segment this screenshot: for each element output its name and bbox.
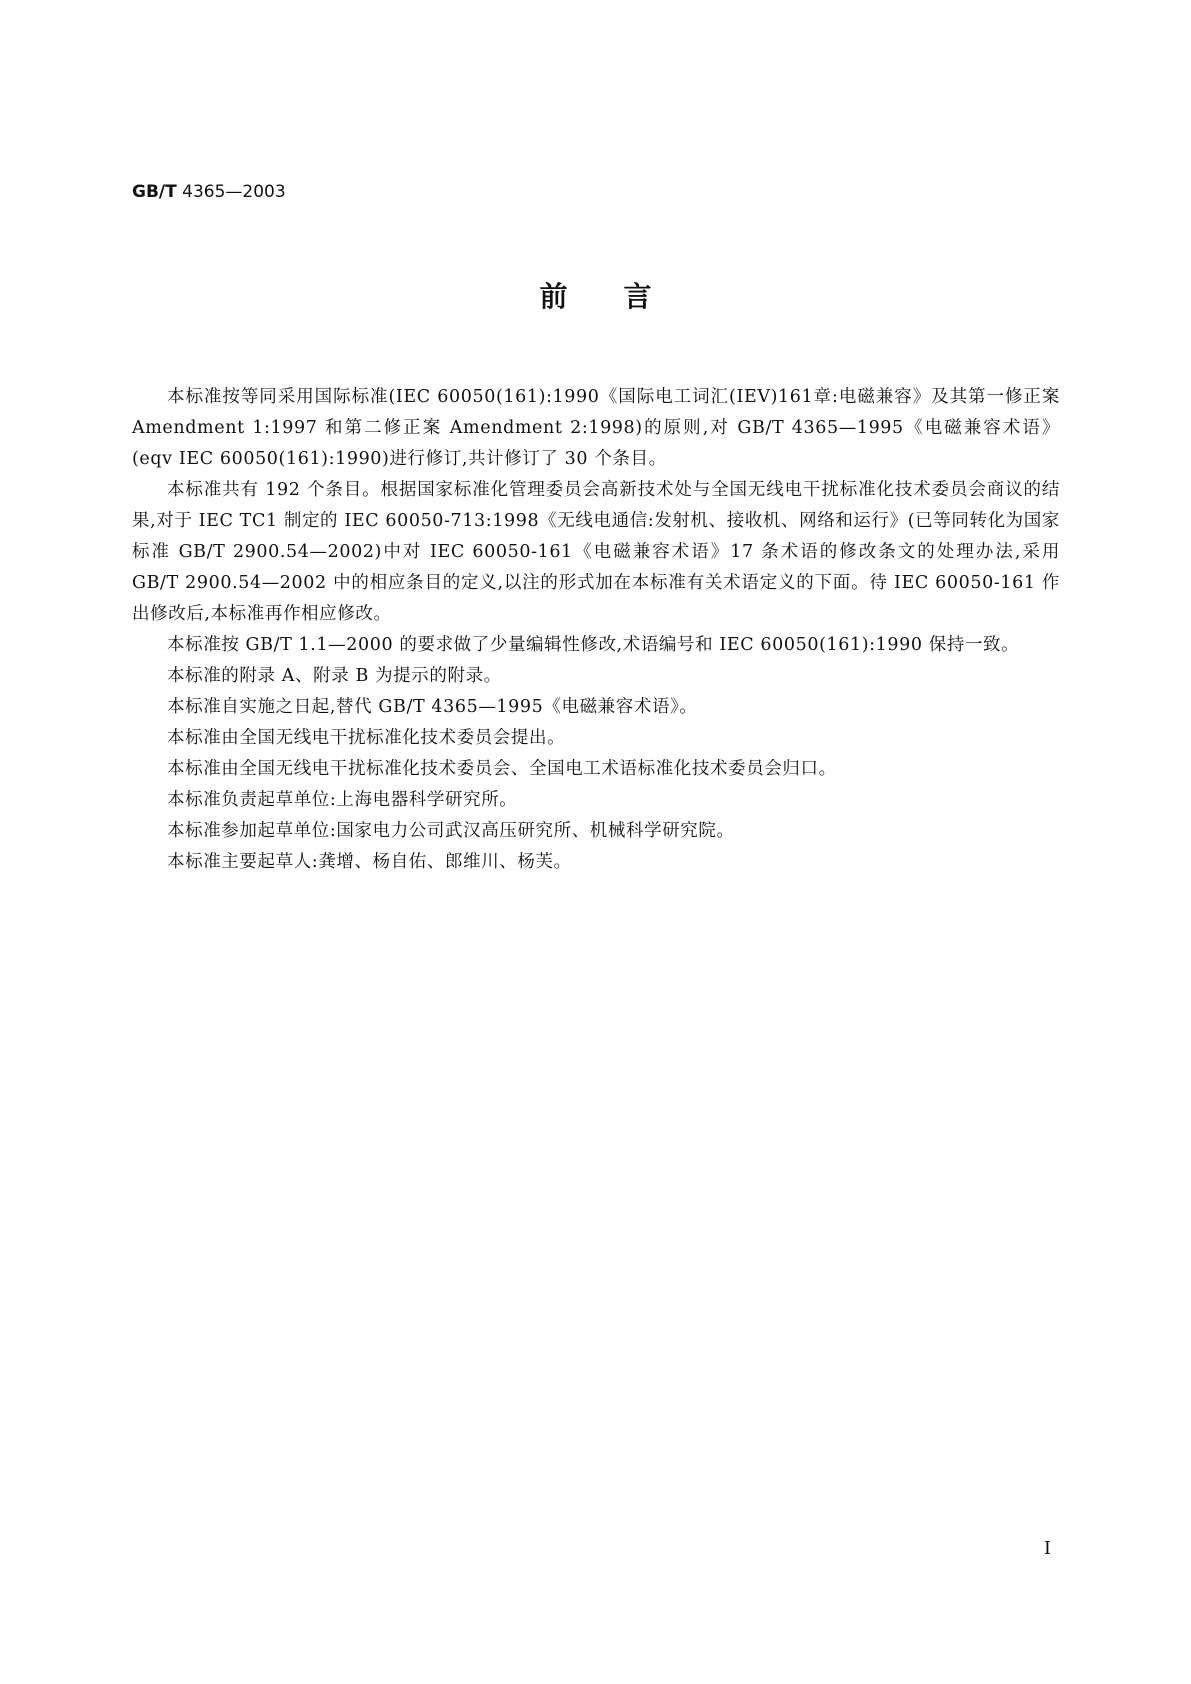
foreword-body (132, 382, 1060, 878)
paragraph-7: 本标准由全国无线电干扰标准化技术委员会、全国电工术语标准化技术委员会归口。 (167, 759, 837, 779)
paragraph-6: 本标准由全国无线电干扰标准化技术委员会提出。 (167, 728, 566, 748)
paragraph-9: 本标准参加起草单位:国家电力公司武汉高压研究所、机械科学研究院。 (167, 821, 735, 841)
standard-code-prefix: GB/T (132, 182, 177, 202)
paragraph-5: 本标准自实施之日起,替代 GB/T 4365—1995《电磁兼容术语》。 (167, 697, 698, 717)
page-number: I (1043, 1538, 1051, 1559)
standard-code-header (132, 182, 286, 202)
standard-code-number: 4365—2003 (182, 182, 286, 202)
paragraph-8: 本标准负责起草单位:上海电器科学研究所。 (167, 790, 518, 810)
paragraph-2: 本标准共有 192 个条目。根据国家标准化管理委员会高新技术处与全国无线电干扰标准化技术委员会商议的结果,对于 IEC TC1 制定的 IEC 60050-713:1998《无线电通信:发射机、接收机、网络和运行》(已等同转化为国家标准 GB/T 2900.54—2002)中对 IEC 60050-161《电磁兼容术语》17 条术语的修改条文的处理办法,采用 GB/T 2900.54—2002 中的相应条目的定义,以注的形式加在本标准有关术语定义的下面。待 IEC 60050-161 作出修改后,本标准再作相应修改。 (132, 480, 1060, 624)
paragraph-1: 本标准按等同采用国际标准(IEC 60050(161):1990《国际电工词汇(IEV)161章:电磁兼容》及其第一修正案 Amendment 1:1997 和第二修正案 Amendment 2:1998)的原则,对 GB/T 4365—1995《电磁兼容术语》(eqv IEC 60050(161):1990)进行修订,共计修订了 30 个条目。 (132, 387, 1060, 469)
paragraph-3: 本标准按 GB/T 1.1—2000 的要求做了少量编辑性修改,术语编号和 IEC 60050(161):1990 保持一致。 (167, 635, 1020, 655)
page-title: 前言 (539, 280, 708, 313)
paragraph-4: 本标准的附录 A、附录 B 为提示的附录。 (167, 666, 502, 686)
paragraph-10: 本标准主要起草人:龚增、杨自佑、郎维川、杨芙。 (167, 852, 572, 872)
